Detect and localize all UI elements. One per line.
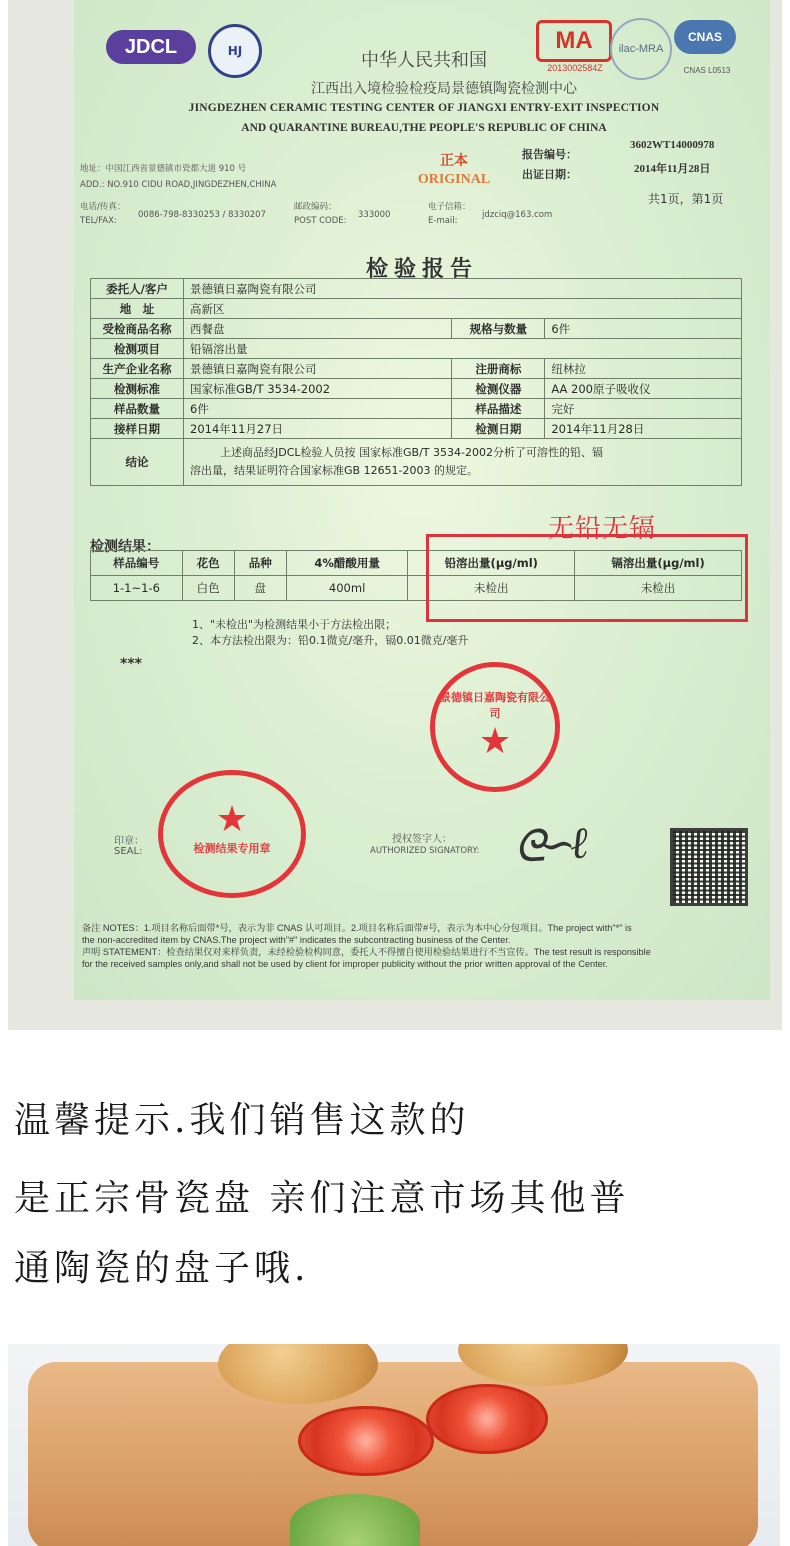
cnas-code: CNAS L0513 (683, 66, 731, 75)
original-stamp-en: ORIGINAL (417, 172, 491, 187)
note-2: 2、本方法检出限为：铅0.1微克/毫升，镉0.01微克/毫升 (192, 634, 469, 647)
desc-value: 完好 (545, 399, 742, 419)
standard-label: 检测标准 (91, 379, 184, 399)
recv-label: 接样日期 (91, 419, 184, 439)
conclusion-line-1: 上述商品经JDCL检验人员按 国家标准GB/T 3534-2002分析了可溶性的铅、镉 (220, 446, 603, 459)
ilac-mra-logo: ilac-MRA (610, 18, 672, 80)
maker-value: 景德镇日嘉陶瓷有限公司 (184, 359, 452, 379)
results-header: 镉溶出量(μg/ml) (575, 551, 742, 576)
email-label-en: E-mail: (428, 216, 458, 226)
tip-line-2: 是正宗骨瓷盘 亲们注意市场其他普 (14, 1178, 630, 1219)
jdcl-logo: JDCL (106, 30, 196, 64)
footer-line: 备注 NOTES：1.项目名称后面带*号，表示为非 CNAS 认可项目。2.项目名称后面带#号，表示为本中心分包项目。The project with"*" is (82, 923, 632, 933)
info-table (90, 278, 742, 486)
tel-value: 0086-798-8330253 / 8330207 (138, 210, 266, 220)
client-label: 委托人/客户 (91, 279, 184, 299)
results-cell: 未检出 (575, 576, 742, 601)
test-result-stamp-text: 检测结果专用章 (193, 842, 271, 855)
tip-line-1: 温馨提示.我们销售这款的 (14, 1100, 470, 1141)
star-icon: ★ (215, 799, 249, 840)
email-value: jdzciq@163.com (482, 210, 553, 220)
footer-line: the non-accredited item by CNAS.The project with"#" indicates the subcontracting business of the Center. (82, 935, 511, 945)
tel-label: 电话/传真： (80, 202, 126, 212)
report-title: 检验报告 (365, 256, 478, 282)
lead-free-highlight: 无铅无镉 (548, 514, 657, 544)
standard-value: 国家标准GB/T 3534-2002 (184, 379, 452, 399)
recv-value: 2014年11月27日 (184, 419, 452, 439)
stars-marker: *** (120, 656, 142, 672)
header-center-en-2: AND QUARANTINE BUREAU,THE PEOPLE'S REPUBLIC OF CHINA (241, 122, 607, 134)
results-header: 铅溶出量(μg/ml) (408, 551, 575, 576)
tomato-slice (298, 1406, 434, 1476)
instrument-value: AA 200原子吸收仪 (545, 379, 742, 399)
post-label-en: POST CODE: (294, 216, 347, 226)
highlight-box (426, 534, 748, 622)
desc-label: 样品描述 (452, 399, 545, 419)
item-label: 检测项目 (91, 339, 184, 359)
conclusion-line-2: 溶出量，结果证明符合国家标准GB 12651-2003 的规定。 (190, 464, 479, 477)
qty-value: 6件 (184, 399, 452, 419)
header-center-en-1: JINGDEZHEN CERAMIC TESTING CENTER OF JIANGXI ENTRY-EXIT INSPECTION (188, 102, 660, 114)
hj-emblem-icon: HJ (208, 24, 262, 78)
seal-label-cn: 印章： (114, 836, 144, 847)
auth-label-cn: 授权签字人： (392, 834, 452, 845)
tel-label-en: TEL/FAX: (80, 216, 117, 226)
test-date-label: 检测日期 (452, 419, 545, 439)
footer-line: for the received samples only,and shall not be used by client for improper publicity without the prior written approval of the Center. (82, 959, 608, 969)
test-date-value: 2014年11月28日 (545, 419, 742, 439)
results-header: 样品编号 (91, 551, 183, 576)
company-stamp (430, 662, 560, 792)
results-title: 检测结果： (90, 539, 160, 555)
test-result-stamp (158, 770, 306, 898)
results-cell: 1-1~1-6 (91, 576, 183, 601)
star-icon: ★ (478, 721, 512, 762)
footer-line: 声明 STATEMENT：检查结果仅对来样负责，未经检验检构同意，委托人不得擅自使用检验结果进行不当宣传。The test result is responsible (82, 947, 651, 957)
page-count: 共1页，第1页 (648, 192, 724, 206)
lettuce-leaf (290, 1494, 420, 1546)
qr-code-icon (670, 828, 748, 906)
client-value: 景德镇日嘉陶瓷有限公司 (184, 279, 742, 299)
spec-value: 6件 (545, 319, 742, 339)
certificate-frame (8, 0, 782, 1030)
cma-code: 2013002584Z (547, 63, 603, 73)
post-value: 333000 (358, 210, 391, 220)
auth-label-en: AUTHORIZED SIGNATORY: (370, 846, 480, 856)
results-cell: 未检出 (408, 576, 575, 601)
header-center-cn: 江西出入境检验检疫局景德镇陶瓷检测中心 (311, 81, 577, 97)
seal-label-en: SEAL: (114, 846, 143, 857)
email-label: 电子信箱： (428, 202, 471, 212)
results-header: 品种 (234, 551, 286, 576)
original-stamp-cn: 正本 (440, 153, 468, 169)
product-value: 西餐盘 (184, 319, 452, 339)
results-cell: 400ml (286, 576, 407, 601)
tomato-slice (426, 1384, 548, 1454)
results-header: 4%醋酸用量 (286, 551, 407, 576)
signature: ᘓ∽ℓ (512, 817, 584, 874)
note-1: 1、"未检出"为检测结果小于方法检出限； (192, 618, 397, 631)
issue-date: 2014年11月28日 (634, 163, 711, 175)
instrument-label: 检测仪器 (452, 379, 545, 399)
results-cell: 盘 (234, 576, 286, 601)
results-header: 花色 (182, 551, 234, 576)
tip-line-3: 通陶瓷的盘子哦. (14, 1248, 310, 1289)
brand-value: 纽林拉 (545, 359, 742, 379)
issue-date-label: 出证日期： (522, 168, 577, 181)
conclusion-value (184, 439, 742, 486)
cnas-logo: CNAS (674, 20, 736, 54)
report-no: 3602WT14000978 (630, 139, 715, 151)
cma-logo: MA (536, 20, 612, 62)
item-value: 铅镉溶出量 (184, 339, 742, 359)
qty-label: 样品数量 (91, 399, 184, 419)
product-label: 受检商品名称 (91, 319, 184, 339)
food-photo (8, 1344, 780, 1546)
maker-label: 生产企业名称 (91, 359, 184, 379)
brand-label: 注册商标 (452, 359, 545, 379)
address-cn: 地址：中国江西省景德镇市瓷都大道 910 号 (80, 164, 247, 174)
report-no-label: 报告编号： (522, 148, 577, 161)
header-country: 中华人民共和国 (361, 50, 487, 71)
company-stamp-text: 景德镇日嘉陶瓷有限公司 (440, 691, 550, 720)
conclusion-label: 结论 (91, 439, 184, 486)
spec-label: 规格与数量 (452, 319, 545, 339)
address-value: 高新区 (184, 299, 742, 319)
footer-notes (82, 922, 766, 970)
results-cell: 白色 (182, 576, 234, 601)
address-en: ADD.: NO.910 CIDU ROAD,JINGDEZHEN,CHINA (80, 180, 277, 190)
address-label: 地 址 (91, 299, 184, 319)
certificate-document (74, 0, 770, 1000)
post-label: 邮政编码： (294, 202, 337, 212)
